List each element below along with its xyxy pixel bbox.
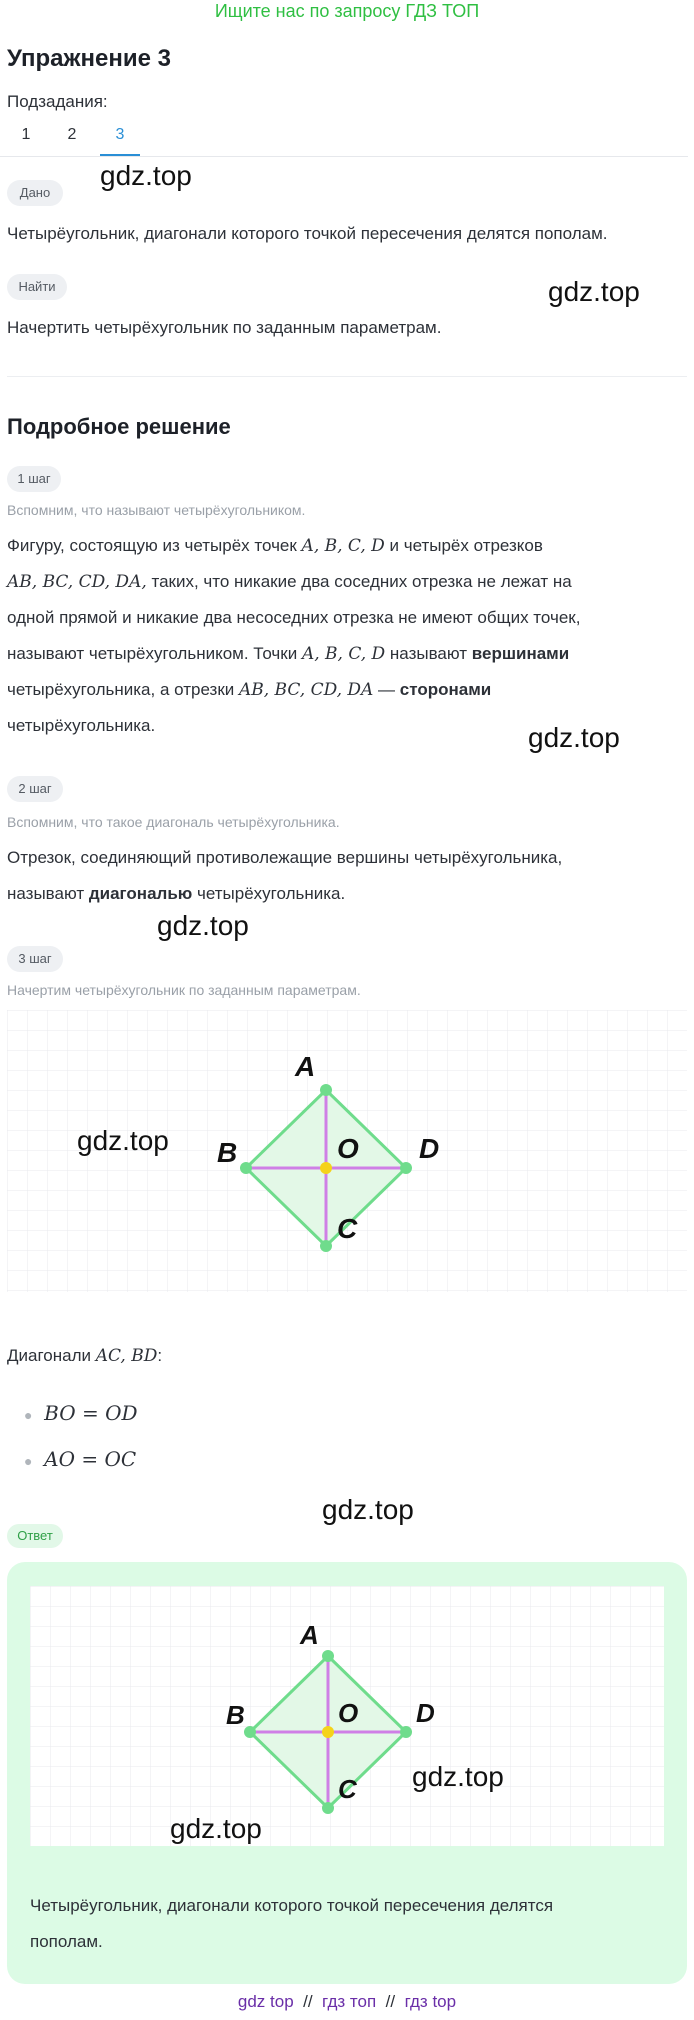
math-run: AB, BC, CD, DA	[238, 680, 374, 700]
answer-badge: Ответ	[7, 1524, 63, 1548]
footer-separator: //	[303, 1992, 313, 2011]
vertex-b	[244, 1726, 256, 1738]
step2-line	[7, 876, 687, 912]
math-run: AC, BD	[95, 1346, 158, 1366]
text-run: :	[157, 1346, 163, 1365]
vertex-b	[240, 1162, 252, 1174]
equality-text: AO = OC	[44, 1447, 137, 1471]
subtask-tabs	[0, 120, 688, 157]
bold-term: диагональю	[88, 884, 193, 903]
step3-badge: 3 шаг	[7, 946, 63, 972]
label-b: B	[226, 1700, 245, 1730]
label-o: O	[337, 1133, 359, 1164]
footer-separator: //	[385, 1992, 396, 2011]
step1-text	[7, 528, 687, 744]
watermark: gdz.top	[548, 276, 640, 307]
text-run: Диагонали	[7, 1346, 96, 1365]
quadrilateral-figure	[7, 1010, 687, 1292]
find-badge: Найти	[7, 274, 67, 300]
math-run: A, B, C, D	[301, 644, 386, 664]
exercise-title: Упражнение 3	[7, 45, 171, 72]
text-run: называют	[7, 884, 89, 903]
step1-hint: Вспомним, что называют четырёхугольником.	[7, 502, 306, 518]
label-d: D	[419, 1133, 440, 1164]
step1-line: четырёхугольника.	[7, 716, 156, 735]
active-tab-indicator	[100, 154, 140, 156]
label-c: C	[338, 1774, 357, 1804]
bullet-icon: ●	[24, 1407, 45, 1423]
step3-hint: Начертим четырёхугольник по заданным параметрам.	[7, 982, 361, 998]
answer-line: пополам.	[30, 1932, 103, 1951]
subtasks-label: Подзадания:	[7, 92, 108, 111]
tab-1[interactable]: 1	[21, 126, 31, 143]
watermark: gdz.top	[100, 160, 192, 191]
center-o	[320, 1162, 332, 1174]
label-o: O	[338, 1698, 359, 1728]
label-c: C	[337, 1213, 358, 1244]
step2-line: Отрезок, соединяющий противолежащие вершины четырёхугольника,	[7, 848, 563, 867]
vertex-d	[400, 1162, 412, 1174]
center-o	[322, 1726, 334, 1738]
text-run: и четырёх отрезков	[384, 536, 543, 555]
footer-links	[0, 1992, 694, 2012]
vertex-c	[322, 1802, 334, 1814]
step1-line: одной прямой и никакие два несоседних отрезка не имеют общих точек,	[7, 608, 581, 627]
step2-text	[7, 840, 687, 912]
text-run: Фигуру, состоящую из четырёх точек	[7, 536, 302, 555]
label-d: D	[416, 1698, 435, 1728]
text-run: называют четырёхугольником. Точки	[7, 644, 302, 663]
answer-figure	[30, 1586, 664, 1846]
vertex-c	[320, 1240, 332, 1252]
answer-line: Четырёугольник, диагонали которого точкой пересечения делятся	[30, 1896, 554, 1915]
step1-badge: 1 шаг	[7, 466, 61, 492]
step1-line	[7, 564, 687, 600]
diagonals-line	[7, 1338, 162, 1374]
given-text: Четырёугольник, диагонали которого точкой пересечения делятся пополам.	[7, 224, 608, 243]
tab-2[interactable]: 2	[67, 126, 77, 143]
vertex-a	[322, 1650, 334, 1662]
watermark: gdz.top	[528, 722, 620, 753]
bullet-icon: ●	[24, 1453, 45, 1469]
text-run: четырёхугольника.	[192, 884, 346, 903]
math-run: AB, BC, CD, DA,	[7, 572, 147, 592]
step1-line	[7, 636, 687, 672]
step2-badge: 2 шаг	[7, 776, 63, 802]
bold-term: вершинами	[471, 644, 570, 663]
tab-3[interactable]: 3	[115, 126, 125, 143]
text-run: —	[373, 680, 400, 699]
find-text: Начертить четырёхугольник по заданным параметрам.	[7, 318, 442, 337]
watermark: gdz.top	[412, 1761, 504, 1792]
footer-link[interactable]: гдз top	[404, 1992, 457, 2011]
solution-title: Подробное решение	[7, 414, 231, 439]
section-divider	[7, 376, 687, 377]
text-run: таких, что никакие два соседних отрезка не лежат на	[146, 572, 572, 591]
list-item	[24, 1436, 138, 1482]
label-a: A	[295, 1051, 316, 1082]
text-run: называют	[385, 644, 472, 663]
equality-text: BO = OD	[44, 1401, 138, 1425]
answer-text	[30, 1888, 670, 1960]
label-b: B	[217, 1137, 238, 1168]
footer-link[interactable]: gdz top	[237, 1992, 294, 2011]
vertex-a	[320, 1084, 332, 1096]
watermark: gdz.top	[157, 910, 249, 941]
watermark: gdz.top	[170, 1813, 262, 1844]
watermark: gdz.top	[77, 1125, 169, 1156]
footer-link[interactable]: гдз топ	[322, 1992, 377, 2011]
equality-list	[24, 1390, 138, 1482]
vertex-d	[400, 1726, 412, 1738]
bold-term: сторонами	[399, 680, 492, 699]
watermark: gdz.top	[322, 1494, 414, 1525]
math-run: A, B, C, D	[301, 536, 385, 556]
step1-line	[7, 672, 687, 708]
given-badge: Дано	[7, 180, 63, 206]
text-run: четырёхугольника, а отрезки	[7, 680, 239, 699]
list-item	[24, 1390, 138, 1436]
label-a: A	[300, 1620, 319, 1650]
step2-hint: Вспомним, что такое диагональ четырёхугольника.	[7, 814, 340, 830]
step1-line	[7, 528, 687, 564]
top-banner[interactable]: Ищите нас по запросу ГДЗ ТОП	[214, 1, 480, 21]
